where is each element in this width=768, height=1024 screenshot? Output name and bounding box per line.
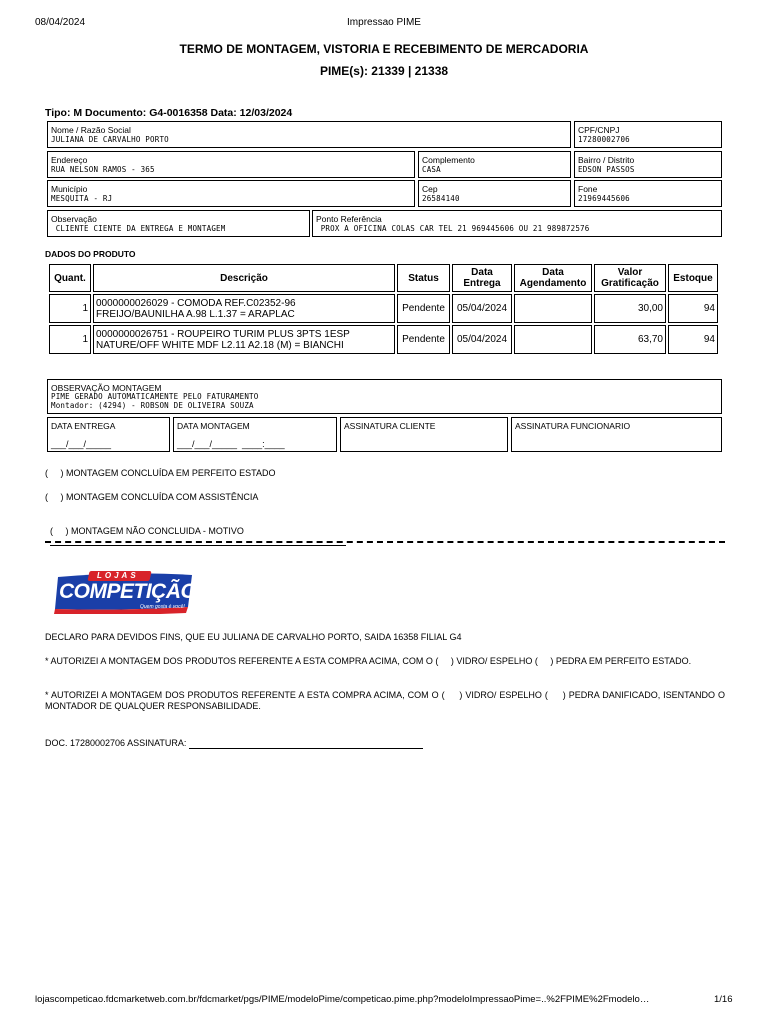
stock-cell: 94 <box>668 325 718 354</box>
option-not-concluded-label: ( ) MONTAGEM NÃO CONCLUIDA - MOTIVO <box>50 526 244 536</box>
field-label: Nome / Razão Social <box>51 125 131 135</box>
column-header: Data Entrega <box>452 264 512 292</box>
description-line: 0000000026029 - COMODA REF.C02352-96 <box>96 297 296 309</box>
logo-tagline: Quem gosta é você! <box>140 604 185 610</box>
assembly-date-box <box>173 417 337 452</box>
status-cell: Pendente <box>397 294 450 323</box>
description-cell <box>93 325 395 354</box>
value-cell: 63,70 <box>594 325 666 354</box>
option-perfect-state[interactable]: ( ) MONTAGEM CONCLUÍDA EM PERFEITO ESTADO <box>45 468 276 478</box>
table-header-row <box>49 264 718 292</box>
complement-value: CASA <box>422 165 441 174</box>
column-header: Quant. <box>49 264 91 292</box>
field-label: ASSINATURA CLIENTE <box>344 421 436 431</box>
observation-field <box>47 210 310 237</box>
assembly-observation-line: PIME GERADO AUTOMATICAMENTE PELO FATURAMENTO <box>51 392 259 401</box>
field-label: Ponto Referência <box>316 214 382 224</box>
logo-top-text: LOJAS <box>97 571 139 580</box>
field-label: Município <box>51 184 88 194</box>
field-label: Fone <box>578 184 598 194</box>
address-value: RUA NELSON RAMOS - 365 <box>51 165 155 174</box>
cep-field <box>418 180 571 207</box>
document-info: Tipo: M Documento: G4-0016358 Data: 12/03/2024 <box>45 107 293 119</box>
column-header: Data Agendamento <box>514 264 592 292</box>
delivery-date-cell: 05/04/2024 <box>452 294 512 323</box>
customer-name-field <box>47 121 571 148</box>
document-signature-label: DOC. 17280002706 ASSINATURA: <box>45 738 187 748</box>
cpf-field <box>574 121 722 148</box>
assembler-line: Montador: (4294) - ROBSON DE OLIVEIRA SOUZA <box>51 401 254 410</box>
district-field <box>574 151 722 178</box>
field-label: Endereço <box>51 155 88 165</box>
assembly-observation-box <box>47 379 722 414</box>
stock-cell: 94 <box>668 294 718 323</box>
declaration-text: DECLARO PARA DEVIDOS FINS, QUE EU JULIANA DE CARVALHO PORTO, SAIDA 16358 FILIAL G4 <box>45 632 462 642</box>
city-field <box>47 180 415 207</box>
field-label: Observação <box>51 214 97 224</box>
lojas-competicao-logo <box>52 569 195 614</box>
column-header: Estoque <box>668 264 718 292</box>
description-line: NATURE/OFF WHITE MDF L2.11 A2.18 (M) = BIANCHI <box>96 339 344 351</box>
document-title: TERMO DE MONTAGEM, VISTORIA E RECEBIMENTO DE MERCADORIA <box>179 42 589 56</box>
authorization-damaged-text: * AUTORIZEI A MONTAGEM DOS PRODUTOS REFERENTE A ESTA COMPRA ACIMA, COM O ( ) VIDRO/ ESPELHO ( ) PEDRA DANIFICADO, ISENTANDO O MONTADOR DE QUALQUER RESPONSABILIDADE. <box>45 690 728 711</box>
logo-main-text: COMPETIÇÃO <box>59 580 197 603</box>
description-line: 0000000026751 - ROUPEIRO TURIM PLUS 3PTS 1ESP <box>96 328 350 340</box>
client-signature-box[interactable] <box>340 417 508 452</box>
column-header: Status <box>397 264 450 292</box>
field-label: DATA MONTAGEM <box>177 421 250 431</box>
observation-value: CLIENTE CIENTE DA ENTREGA E MONTAGEM <box>51 224 226 233</box>
assembly-observation-label: OBSERVAÇÃO MONTAGEM <box>51 383 162 393</box>
cep-value: 26584140 <box>422 194 460 203</box>
column-header: Valor Gratificação <box>594 264 666 292</box>
cpf-value: 17280002706 <box>578 135 630 144</box>
delivery-date-cell: 05/04/2024 <box>452 325 512 354</box>
delivery-date-blank[interactable]: ___/___/_____ <box>51 439 112 449</box>
field-label: Bairro / Distrito <box>578 155 635 165</box>
pime-numbers: PIME(s): 21339 | 21338 <box>319 64 449 78</box>
table-row <box>49 294 718 323</box>
product-section-label: DADOS DO PRODUTO <box>45 249 136 259</box>
phone-value: 21969445606 <box>578 194 630 203</box>
district-value: EDSON PASSOS <box>578 165 635 174</box>
employee-signature-box[interactable] <box>511 417 722 452</box>
option-with-assistance[interactable]: ( ) MONTAGEM CONCLUÍDA COM ASSISTÊNCIA <box>45 492 259 502</box>
status-cell: Pendente <box>397 325 450 354</box>
schedule-date-cell <box>514 294 592 323</box>
reference-point-field <box>312 210 722 237</box>
field-label: Cep <box>422 184 438 194</box>
field-label: DATA ENTREGA <box>51 421 116 431</box>
description-cell <box>93 294 395 323</box>
phone-field <box>574 180 722 207</box>
value-cell: 30,00 <box>594 294 666 323</box>
print-footer-url: lojascompeticao.fdcmarketweb.com.br/fdcmarket/pgs/PIME/modeloPime/competicao.pime.php?modeloImpressaoPime=..%2FPIME%2Fmodelo… <box>35 994 650 1005</box>
document-signature <box>45 738 725 749</box>
table-row <box>49 325 718 354</box>
cut-line-divider <box>45 541 725 543</box>
description-line: FREIJO/BAUNILHA A.98 L.1.37 = ARAPLAC <box>96 308 295 320</box>
qty-cell: 1 <box>49 325 91 354</box>
reason-line[interactable] <box>50 545 346 546</box>
column-header: Descrição <box>93 264 395 292</box>
field-label: CPF/CNPJ <box>578 125 620 135</box>
product-table <box>47 262 720 356</box>
signature-line[interactable] <box>189 748 423 749</box>
delivery-date-box <box>47 417 170 452</box>
qty-cell: 1 <box>49 294 91 323</box>
print-page-number: 1/16 <box>714 994 733 1005</box>
authorization-perfect-text: * AUTORIZEI A MONTAGEM DOS PRODUTOS REFERENTE A ESTA COMPRA ACIMA, COM O ( ) VIDRO/ ESPELHO ( ) PEDRA EM PERFEITO ESTADO. <box>45 656 692 666</box>
customer-name: JULIANA DE CARVALHO PORTO <box>51 135 169 144</box>
print-page-title: Impressao PIME <box>347 17 421 28</box>
field-label: Complemento <box>422 155 475 165</box>
assembly-date-blank[interactable]: ___/___/_____ ____:____ <box>177 439 285 449</box>
field-label: ASSINATURA FUNCIONARIO <box>515 421 631 431</box>
reference-point-value: PROX A OFICINA COLAS CAR TEL 21 969445606 OU 21 989872576 <box>316 224 590 233</box>
complement-field <box>418 151 571 178</box>
schedule-date-cell <box>514 325 592 354</box>
print-date: 08/04/2024 <box>35 17 86 28</box>
address-field <box>47 151 415 178</box>
city-value: MESQUITA - RJ <box>51 194 113 203</box>
